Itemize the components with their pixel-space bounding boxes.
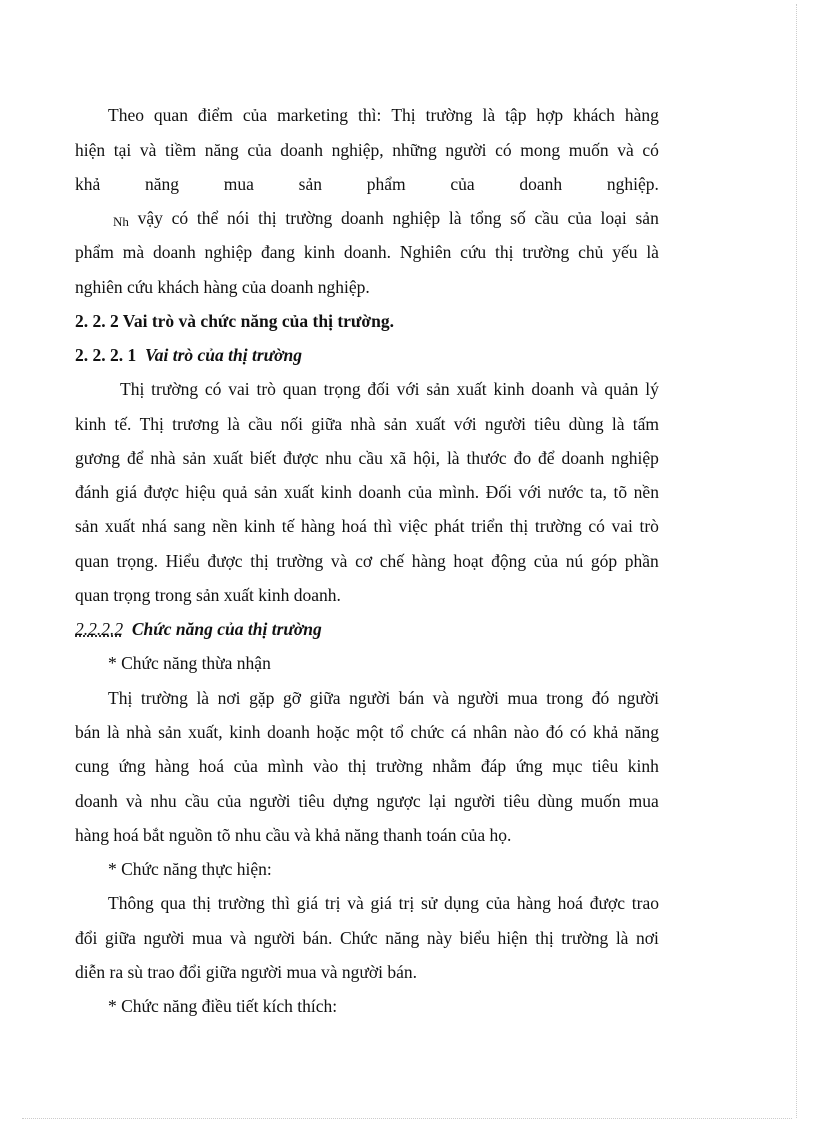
word: của — [217, 791, 242, 811]
word: trò — [639, 516, 659, 536]
word: Nghiên — [399, 242, 452, 262]
word: mua — [628, 791, 659, 811]
word: người — [445, 140, 487, 160]
word: với — [396, 379, 420, 399]
word: người — [457, 688, 499, 708]
word: của — [533, 551, 559, 571]
word: trường — [561, 928, 609, 948]
word: vai — [228, 379, 250, 399]
word: doanh. — [343, 242, 391, 262]
word: giá — [115, 482, 138, 502]
text-line — [75, 481, 659, 503]
word: sản — [254, 482, 278, 502]
word: Chức — [339, 928, 378, 948]
word: hàng — [301, 516, 336, 536]
word: giữa — [311, 414, 343, 434]
word: sản — [75, 516, 99, 536]
word: dùng — [537, 791, 573, 811]
word: nghiệp. — [606, 174, 659, 194]
word: tập — [505, 105, 527, 125]
word: để — [538, 448, 555, 468]
text-line — [108, 104, 659, 126]
word: là — [227, 414, 240, 434]
word: và — [229, 928, 247, 948]
word: gương — [75, 448, 120, 468]
word: khách — [573, 105, 615, 125]
text-line: hàng hoá bắt nguồn tõ nhu cầu và khả năng thanh toán của họ. — [75, 825, 512, 845]
word: của — [485, 893, 511, 913]
text-line — [75, 790, 659, 812]
word: mình. — [438, 482, 480, 502]
word: marketing — [277, 105, 349, 125]
section-heading: 2. 2. 2 Vai trò và chức năng của thị trường. — [75, 311, 394, 331]
word: sản — [182, 448, 206, 468]
word: thì: — [358, 105, 382, 125]
word: yếu — [612, 242, 638, 262]
word: đo — [513, 448, 532, 468]
word: là — [646, 242, 659, 262]
word: nhá — [141, 516, 167, 536]
word: điểm — [197, 105, 233, 125]
word: và — [139, 140, 157, 160]
word: một — [356, 722, 384, 742]
page-border-bottom — [22, 1118, 792, 1119]
word: có — [204, 379, 222, 399]
word: hàng — [155, 756, 190, 776]
word: xuất — [212, 448, 244, 468]
word: số — [510, 208, 526, 228]
word: dựng — [332, 791, 369, 811]
word: xuất — [104, 516, 136, 536]
subsection-number: 2. 2. 2. 1 — [75, 345, 137, 365]
word: với — [518, 482, 542, 502]
word: phẩm — [366, 174, 406, 194]
word: tiêu — [534, 414, 561, 434]
word: qua — [160, 893, 186, 913]
text-line — [75, 241, 659, 263]
word: biểu — [459, 928, 490, 948]
word: và — [432, 688, 450, 708]
word: này — [426, 928, 453, 948]
word: là — [196, 688, 210, 708]
word: Thị — [108, 688, 133, 708]
word: Đối — [485, 482, 512, 502]
word: có — [642, 140, 659, 160]
word: muốn — [580, 791, 621, 811]
word: mình — [267, 756, 304, 776]
word: việc — [398, 516, 428, 536]
word: của — [242, 105, 268, 125]
word: hoá — [198, 756, 225, 776]
word: hoặc — [316, 722, 350, 742]
word: nhằm — [432, 756, 472, 776]
word: năng — [145, 174, 180, 194]
word: nghiệp — [392, 208, 441, 228]
word: thị — [509, 516, 529, 536]
word: nền — [633, 482, 659, 502]
text-line — [108, 687, 659, 709]
word: nú — [565, 551, 584, 571]
word: doanh — [519, 174, 563, 194]
word: phẩm — [75, 242, 114, 262]
word: thước — [466, 448, 507, 468]
word: hoạt — [453, 551, 484, 571]
word: với — [453, 414, 477, 434]
word: hiện — [497, 928, 528, 948]
word: sang — [173, 516, 206, 536]
word: tổng — [470, 208, 502, 228]
text-line — [75, 721, 659, 743]
word: Hiểu — [165, 551, 200, 571]
word: hiệu — [185, 482, 216, 502]
word: tế. — [114, 414, 132, 434]
word: nghiệp — [611, 448, 659, 468]
word: và — [617, 140, 634, 160]
word: góp — [590, 551, 618, 571]
word: khả — [75, 174, 101, 194]
word: cầu — [184, 791, 209, 811]
word: và — [125, 791, 143, 811]
word: là — [615, 928, 629, 948]
word: năng — [204, 140, 239, 160]
word: của — [567, 208, 592, 228]
word: tế — [281, 516, 295, 536]
word: sản — [383, 414, 408, 434]
word: kinh — [627, 756, 659, 776]
word: quan — [282, 379, 317, 399]
word: đánh — [75, 482, 110, 502]
word: quả — [222, 482, 248, 502]
word: nhà — [150, 448, 176, 468]
word: là — [482, 105, 496, 125]
word: trường — [375, 756, 423, 776]
word: trường — [276, 551, 324, 571]
word: ta, — [589, 482, 607, 502]
word: thì — [373, 516, 393, 536]
word: triển — [471, 516, 504, 536]
word: quan — [153, 105, 188, 125]
word: tổ — [390, 722, 404, 742]
word: Thị — [139, 414, 164, 434]
word: thị — [250, 551, 269, 571]
text-line — [108, 892, 659, 914]
word: doanh — [280, 140, 324, 160]
word: tại — [113, 140, 132, 160]
word: thị — [535, 928, 554, 948]
word: trường — [285, 208, 333, 228]
word: trọng — [323, 379, 361, 399]
word: nhà — [126, 722, 152, 742]
word: có — [495, 140, 512, 160]
word: tiêu — [591, 756, 619, 776]
word: hiện — [75, 140, 106, 160]
word: có — [588, 516, 605, 536]
text-line — [75, 413, 659, 435]
word: sản — [158, 722, 182, 742]
page-border-right — [796, 4, 797, 1118]
word: trị — [398, 893, 415, 913]
text-line — [75, 927, 659, 949]
word: bán. — [302, 928, 333, 948]
word: hàng — [411, 551, 446, 571]
text-line — [113, 207, 659, 229]
word: là — [611, 414, 625, 434]
word: đó — [545, 722, 564, 742]
text-line: nghiên cứu khách hàng của doanh nghiệp. — [75, 277, 370, 297]
word: trong — [546, 688, 584, 708]
word: đổi — [75, 928, 98, 948]
word: kinh — [75, 414, 107, 434]
word: vai — [611, 516, 633, 536]
word: giữa — [104, 928, 136, 948]
word: người — [254, 928, 296, 948]
word: gỡ — [283, 688, 302, 708]
word: dụng — [444, 893, 480, 913]
word: năng — [624, 722, 659, 742]
word: được — [143, 482, 179, 502]
text-line — [75, 515, 659, 537]
text-line — [75, 139, 659, 161]
word: nhu — [325, 448, 352, 468]
word: trường — [534, 516, 582, 536]
word: xuất, — [188, 722, 223, 742]
word: biết — [249, 448, 277, 468]
word: nơi — [636, 928, 659, 948]
word: xuất — [456, 379, 487, 399]
word: vậy — [137, 208, 163, 228]
word: cứu — [460, 242, 487, 262]
word: tiêu — [503, 791, 530, 811]
word: Thị — [391, 105, 416, 125]
word: trao — [631, 893, 659, 913]
word: mua — [223, 174, 254, 194]
word: nơi — [217, 688, 241, 708]
word: cầu — [248, 414, 273, 434]
word: phát — [434, 516, 465, 536]
word: đáp — [480, 756, 507, 776]
word: trường — [217, 893, 265, 913]
word: gặp — [249, 688, 275, 708]
word: trương — [172, 414, 220, 434]
word: thị — [495, 242, 514, 262]
word: người — [249, 791, 291, 811]
word: động — [491, 551, 527, 571]
subsection-title: Vai trò của thị trường — [145, 345, 303, 365]
subsection-title: Chức năng của thị trường — [131, 619, 322, 639]
word: muốn — [568, 140, 609, 160]
word: người — [484, 414, 526, 434]
word: trường — [522, 242, 570, 262]
word: được — [283, 448, 319, 468]
word: loại — [600, 208, 627, 228]
word: là — [106, 722, 120, 742]
word: thị — [258, 208, 277, 228]
word: hàng — [624, 105, 659, 125]
word: doanh — [341, 208, 384, 228]
word: và — [581, 379, 598, 399]
word: tiêu — [298, 791, 325, 811]
word: nghiệp, — [331, 140, 384, 160]
word: năng — [385, 928, 420, 948]
word: kinh — [229, 722, 261, 742]
bullet-heading: * Chức năng thừa nhận — [108, 653, 271, 673]
word: ứng — [515, 756, 543, 776]
word: người — [143, 928, 185, 948]
word: đối — [367, 379, 390, 399]
text-line — [120, 378, 659, 400]
word: doanh — [267, 722, 310, 742]
word: giữa — [309, 688, 341, 708]
word: và — [347, 893, 364, 913]
word: nối — [280, 414, 304, 434]
word: bán — [398, 688, 425, 708]
word: của — [247, 140, 272, 160]
word: có — [569, 722, 587, 742]
word: nước — [547, 482, 584, 502]
word: doanh — [75, 791, 118, 811]
word: khả — [593, 722, 619, 742]
word: đó — [591, 688, 610, 708]
word: ngược — [376, 791, 421, 811]
text-line — [75, 173, 659, 195]
word: Thị — [120, 379, 145, 399]
word: mục — [552, 756, 583, 776]
word: tiềm — [165, 140, 197, 160]
word: nền — [212, 516, 238, 536]
word: Nh — [113, 214, 129, 229]
subsection-heading — [75, 618, 659, 640]
word: nhà — [350, 414, 376, 434]
text-line — [75, 550, 659, 572]
word: cá — [450, 722, 467, 742]
text-line: quan trọng trong sản xuất kinh doanh. — [75, 585, 341, 605]
word: nhân — [473, 722, 508, 742]
word: người — [349, 688, 391, 708]
text-line — [75, 755, 659, 777]
word: và — [330, 551, 348, 571]
word: mua — [507, 688, 538, 708]
word: mà — [122, 242, 145, 262]
word: trị — [324, 893, 341, 913]
word: quản — [604, 379, 639, 399]
word: sản — [635, 208, 659, 228]
word: nhu — [150, 791, 177, 811]
word: quan — [75, 551, 110, 571]
word: sử — [420, 893, 438, 913]
word: trường — [140, 688, 188, 708]
word: xuất — [284, 482, 315, 502]
word: cầu — [358, 448, 383, 468]
word: thị — [192, 893, 211, 913]
word: doanh — [531, 379, 575, 399]
word: hoá — [557, 893, 583, 913]
bullet-heading: * Chức năng điều tiết kích thích: — [108, 996, 338, 1016]
word: đang — [261, 242, 296, 262]
bullet-heading: * Chức năng thực hiện: — [108, 859, 272, 879]
word: được — [207, 551, 243, 571]
word: kinh — [320, 482, 352, 502]
word: chủ — [578, 242, 604, 262]
word: trọng. — [116, 551, 158, 571]
word: doanh — [561, 448, 605, 468]
word: xuất — [415, 414, 446, 434]
text-line: diễn ra sù trao đổi giữa người mua và người bán. — [75, 962, 417, 982]
word: kinh — [244, 516, 276, 536]
word: người — [617, 688, 659, 708]
word: sản — [426, 379, 450, 399]
word: thể — [196, 208, 219, 228]
word: hoá — [341, 516, 367, 536]
word: chế — [379, 551, 405, 571]
text-line — [75, 447, 659, 469]
word: có — [171, 208, 189, 228]
word: ứng — [118, 756, 146, 776]
word: chức — [410, 722, 445, 742]
word: thị — [347, 756, 367, 776]
word: hàng — [516, 893, 551, 913]
word: giá — [296, 893, 319, 913]
word: mua — [192, 928, 223, 948]
word: là — [446, 448, 460, 468]
word: Thông — [108, 893, 154, 913]
word: của — [233, 756, 258, 776]
word: mong — [520, 140, 561, 160]
word: hợp — [536, 105, 564, 125]
word: Theo — [108, 105, 144, 125]
word: cung — [75, 756, 110, 776]
word: nào — [513, 722, 540, 742]
word: giá — [370, 893, 392, 913]
word: những — [392, 140, 437, 160]
word: cơ — [355, 551, 373, 571]
word: của — [407, 482, 433, 502]
word: nghiệp — [204, 242, 253, 262]
word: trường — [425, 105, 473, 125]
word: kinh — [493, 379, 525, 399]
word: doanh — [358, 482, 402, 502]
word: là — [448, 208, 462, 228]
word: vào — [313, 756, 339, 776]
word: trò — [256, 379, 276, 399]
word: bán — [75, 722, 101, 742]
word: lý — [645, 379, 659, 399]
word: tõ — [613, 482, 628, 502]
word: người — [454, 791, 496, 811]
word: phần — [624, 551, 659, 571]
word: cầu — [534, 208, 559, 228]
word: dùng — [568, 414, 604, 434]
word: sản — [298, 174, 322, 194]
word: xã — [389, 448, 407, 468]
word: để — [126, 448, 144, 468]
subsection-heading — [75, 344, 659, 366]
word: nói — [227, 208, 250, 228]
word: hội, — [413, 448, 440, 468]
word: kinh — [303, 242, 335, 262]
word: tấm — [632, 414, 659, 434]
word: trường — [151, 379, 199, 399]
word: thì — [271, 893, 290, 913]
subsection-number: 2.2.2.2 — [75, 619, 124, 639]
word: của — [450, 174, 475, 194]
word: được — [589, 893, 625, 913]
word: doanh — [152, 242, 196, 262]
word: lại — [428, 791, 447, 811]
